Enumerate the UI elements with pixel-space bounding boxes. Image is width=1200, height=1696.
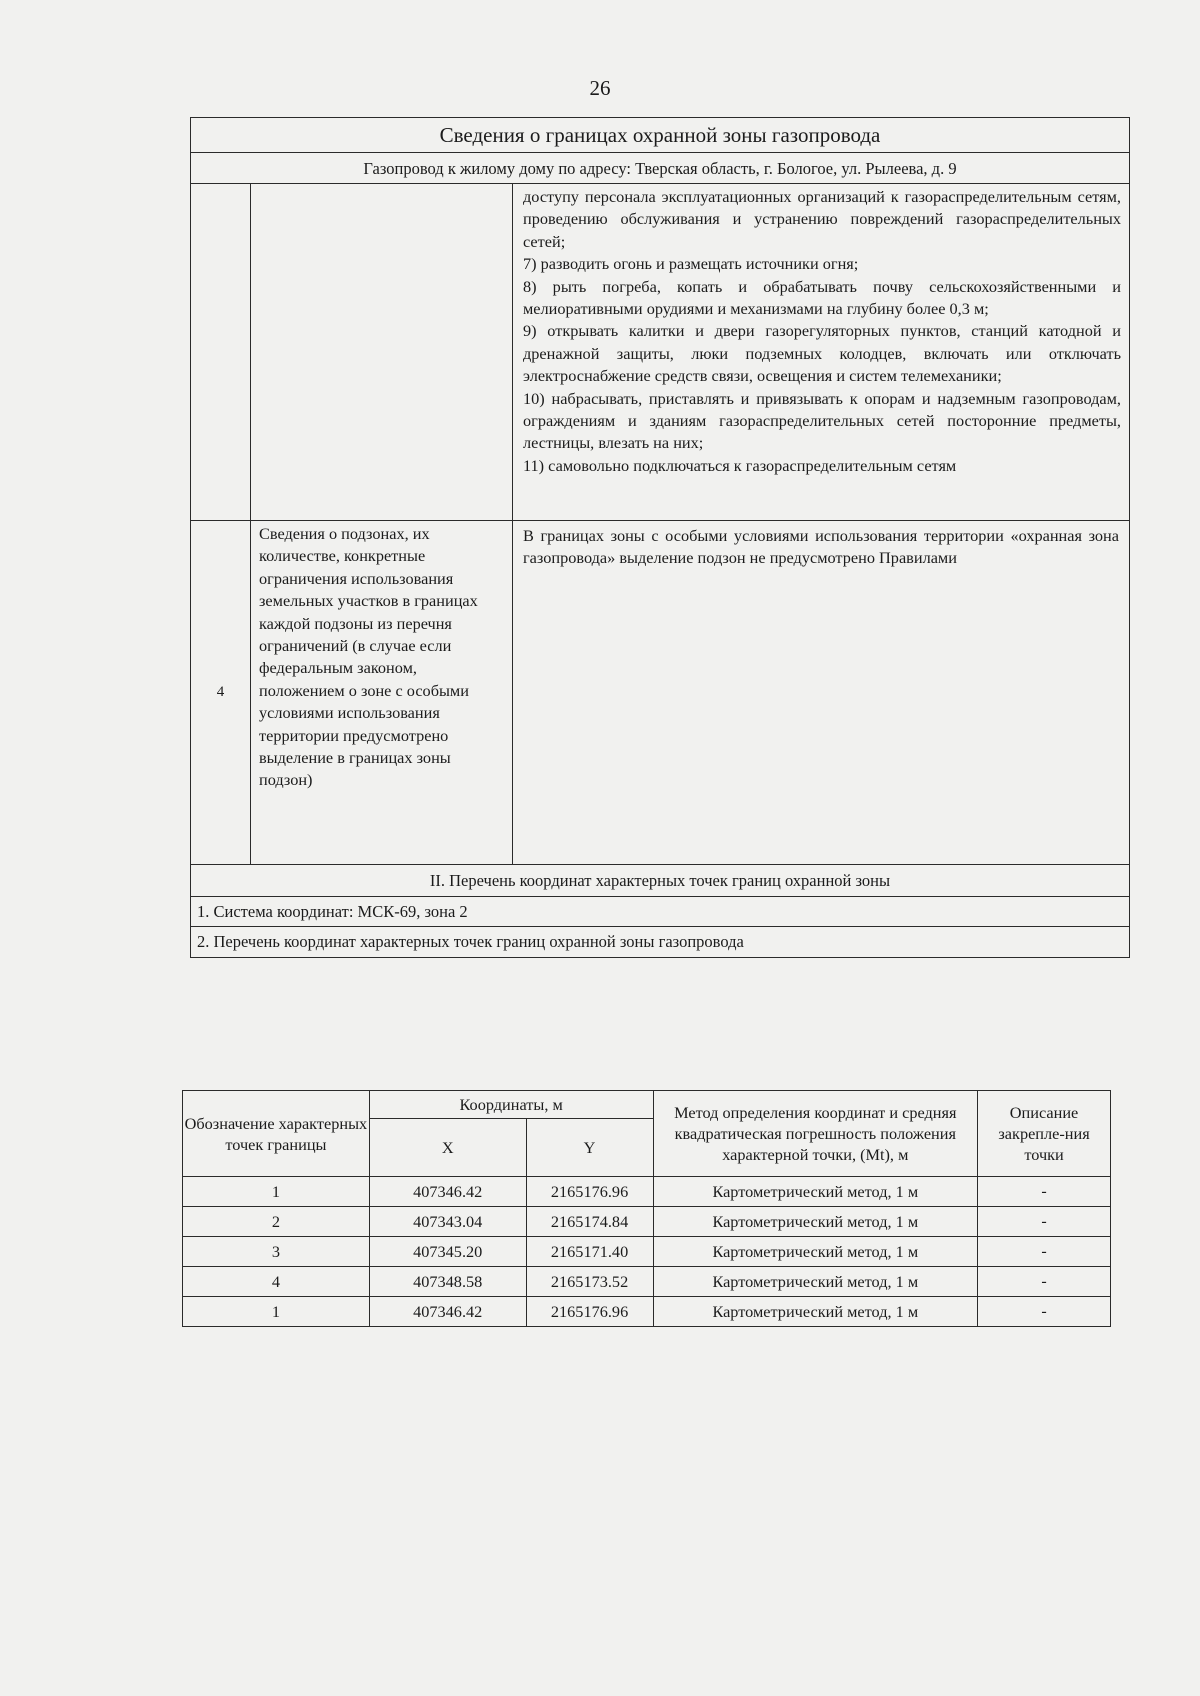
subzone-name: Сведения о подзонах, их количестве, конкретные ограничения использования земельных участков в границах каждой подзоны из перечня ограничений (в случае если федеральным законом, положением о зоне с особыми условиями использования территории предусмотрено выделение в границах зоны подзон)	[251, 521, 513, 864]
method-cell: Картометрический метод, 1 м	[653, 1297, 978, 1327]
coord-list-title: 2. Перечень координат характерных точек границ охранной зоны газопровода	[197, 932, 744, 951]
method-cell: Картометрический метод, 1 м	[653, 1177, 978, 1207]
point-cell: 4	[183, 1267, 370, 1297]
col-x-header: X	[369, 1119, 526, 1177]
x-cell: 407345.20	[369, 1237, 526, 1267]
subzone-number: 4	[191, 521, 251, 864]
restriction-line: 8) рыть погреба, копать и обрабатывать почву сельскохозяйственными и мелиоративными орудиями и механизмами на глубину более 0,3 м;	[523, 276, 1121, 319]
page-number: 26	[589, 76, 611, 100]
restriction-line: доступу персонала эксплуатационных организаций к газораспределительным сетям, проведению обслуживания и устранению повреждений газораспределительных сетей;	[523, 187, 1121, 251]
table-row	[183, 1177, 1111, 1207]
y-cell: 2165171.40	[526, 1237, 653, 1267]
col-method-header: Метод определения координат и средняя квадратическая погрешность положения характерной точки, (Mt), м	[653, 1091, 978, 1177]
y-cell: 2165176.96	[526, 1177, 653, 1207]
restrictions-text	[513, 184, 1129, 520]
table-row	[183, 1207, 1111, 1237]
point-cell: 1	[183, 1177, 370, 1207]
table-title: Сведения о границах охранной зоны газопровода	[191, 118, 1129, 153]
y-cell: 2165174.84	[526, 1207, 653, 1237]
row-name-cell	[251, 184, 513, 520]
desc-cell: -	[978, 1297, 1111, 1327]
table-row	[183, 1297, 1111, 1327]
row-number-cell	[191, 184, 251, 520]
y-cell: 2165176.96	[526, 1297, 653, 1327]
method-cell: Картометрический метод, 1 м	[653, 1267, 978, 1297]
point-cell: 3	[183, 1237, 370, 1267]
desc-cell: -	[978, 1237, 1111, 1267]
table-row	[183, 1267, 1111, 1297]
col-coords-header: Координаты, м	[369, 1091, 653, 1119]
restriction-line: 9) открывать калитки и двери газорегуляторных пунктов, станций катодной и дренажной защиты, люки подземных колодцев, включать или отключать электроснабжение средств связи, освещения и систем телемеханики;	[523, 321, 1121, 386]
table-row	[183, 1237, 1111, 1267]
subzone-text: В границах зоны с особыми условиями использования территории «охранная зона газопровода» выделение подзон не предусмотрено Правилами	[523, 526, 1119, 568]
point-cell: 1	[183, 1297, 370, 1327]
desc-cell: -	[978, 1207, 1111, 1237]
y-cell: 2165173.52	[526, 1267, 653, 1297]
x-cell: 407346.42	[369, 1177, 526, 1207]
restriction-line: 7) разводить огонь и размещать источники огня;	[523, 254, 859, 274]
point-cell: 2	[183, 1207, 370, 1237]
col-desc-header: Описание закрепле-ния точки	[978, 1091, 1111, 1177]
zone-info-table	[190, 117, 1130, 958]
table-subtitle: Газопровод к жилому дому по адресу: Тверская область, г. Бологое, ул. Рылеева, д. 9	[191, 153, 1129, 184]
col-y-header: Y	[526, 1119, 653, 1177]
restrictions-continuation-row	[191, 184, 1129, 521]
restriction-line: 11) самовольно подключаться к газораспределительным сетям	[523, 455, 957, 475]
coordinates-table	[182, 1090, 1111, 1327]
subzone-row	[191, 521, 1129, 865]
col-point-header: Обозначение характерных точек границы	[183, 1091, 370, 1177]
restriction-line: 10) набрасывать, приставлять и привязывать к опорам и надземным газопроводам, ограждениям и зданиям газораспределительных сетей посторонние предметы, лестницы, влезать на них;	[523, 388, 1121, 453]
section-2-title: II. Перечень координат характерных точек границ охранной зоны	[191, 865, 1129, 897]
desc-cell: -	[978, 1267, 1111, 1297]
method-cell: Картометрический метод, 1 м	[653, 1207, 978, 1237]
x-cell: 407346.42	[369, 1297, 526, 1327]
x-cell: 407348.58	[369, 1267, 526, 1297]
x-cell: 407343.04	[369, 1207, 526, 1237]
coord-system: 1. Система координат: МСК-69, зона 2	[191, 897, 1129, 927]
desc-cell: -	[978, 1177, 1111, 1207]
method-cell: Картометрический метод, 1 м	[653, 1237, 978, 1267]
